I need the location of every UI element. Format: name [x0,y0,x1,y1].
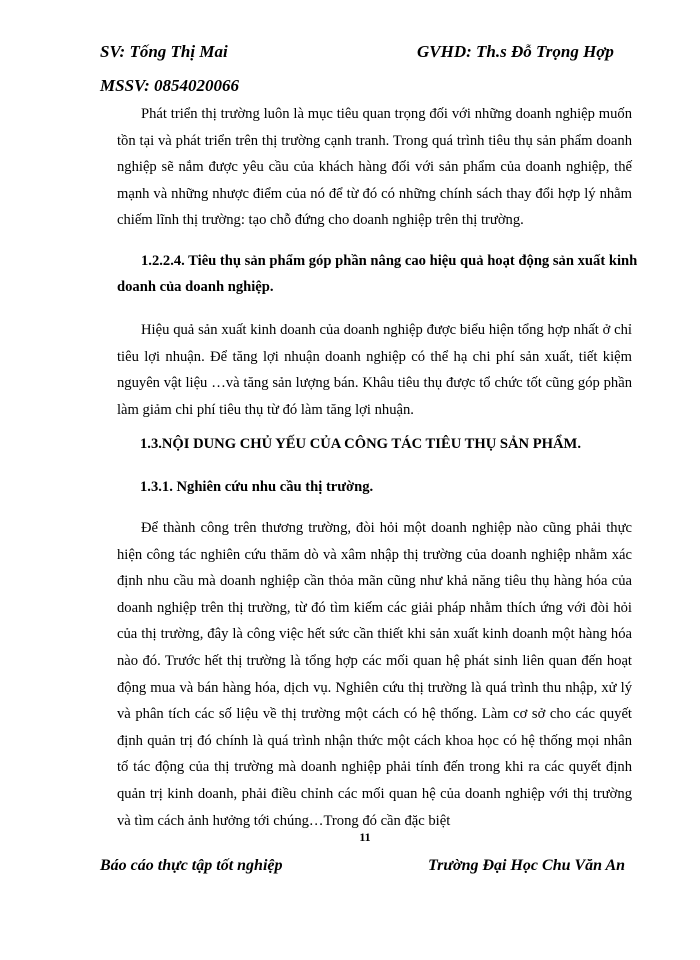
footer-school-name: Trường Đại Học Chu Văn An [428,857,626,874]
heading-1-2-2-4: 1.2.2.4. Tiêu thụ sản phẩm góp phần nâng cao hiệu quả hoạt động sản xuất kinh doanh của doanh nghiệp. [117,253,638,295]
header-student: SV: Tống Thị Mai [100,42,228,61]
paragraph-market-research: Để thành công trên thương trường, đòi hỏi một doanh nghiệp nào cũng phải thực hiện công tác nghiên cứu thăm dò và xâm nhập thị trường của doanh nghiệp nhằm xác định nhu cầu mà doanh nghiệp cần thỏa mãn cũng như khả năng tiêu thụ hàng hóa của doanh nghiệp trên thị trường, từ đó tìm kiếm các giải pháp nhằm thích ứng với đòi hỏi của thị trường, đây là công việc hết sức cần thiết khi sản xuất kinh doanh một hàng hóa nào đó. Trước hết thị trường là tổng hợp các mối quan hệ phát sinh liên quan đến hoạt động mua và bán hàng hóa, dịch vụ. Nghiên cứu thị trường là quá trình thu nhập, xử lý và phân tích các số liệu về thị trường một cách có hệ thống. Làm cơ sở cho các quyết định quản trị đó chính là quá trình nhận thức một cách khoa học có hệ thống mọi nhân tố tác động của thị trường mà doanh nghiệp phải tính đến trong khi ra các quyết định quản trị kinh doanh, phải điều chỉnh các mối quan hệ của doanh nghiệp với thị trường và tìm cách ảnh hưởng tới chúng…Trong đó cần đặc biệt [117,520,632,829]
page-number: 11 [359,830,371,844]
heading-1-3-1: 1.3.1. Nghiên cứu nhu cầu thị trường. [140,479,374,495]
header-advisor: GVHD: Th.s Đỗ Trọng Hợp [417,42,614,61]
paragraph-business-efficiency: Hiệu quả sản xuất kinh doanh của doanh nghiệp được biểu hiện tổng hợp nhất ở chỉ tiêu lợi nhuận. Để tăng lợi nhuận doanh nghiệp có thể hạ chi phí sản xuất, tiết kiệm nguyên vật liệu …và tăng sản lượng bán. Khâu tiêu thụ được tổ chức tốt cũng góp phần làm giảm chi phí tiêu thụ từ đó làm tăng lợi nhuận. [117,322,632,418]
footer-report-title: Báo cáo thực tập tốt nghiệp [100,857,283,874]
header-student-id: MSSV: 0854020066 [100,76,240,95]
paragraph-market-development: Phát triển thị trường luôn là mục tiêu quan trọng đối với những doanh nghiệp muốn tồn tại và phát triển trên thị trường cạnh tranh. Trong quá trình tiêu thụ sản phẩm doanh nghiệp sẽ nắm được yêu cầu của khách hàng đối với sản phẩm của doanh nghiệp, thế mạnh và những nhược điểm của nó để từ đó có những chính sách thay đổi hợp lý nhằm chiếm lĩnh thị trường: tạo chỗ đứng cho doanh nghiệp trên thị trường. [117,106,632,229]
heading-1-3: 1.3.NỘI DUNG CHỦ YẾU CỦA CÔNG TÁC TIÊU THỤ SẢN PHẨM. [140,436,581,452]
